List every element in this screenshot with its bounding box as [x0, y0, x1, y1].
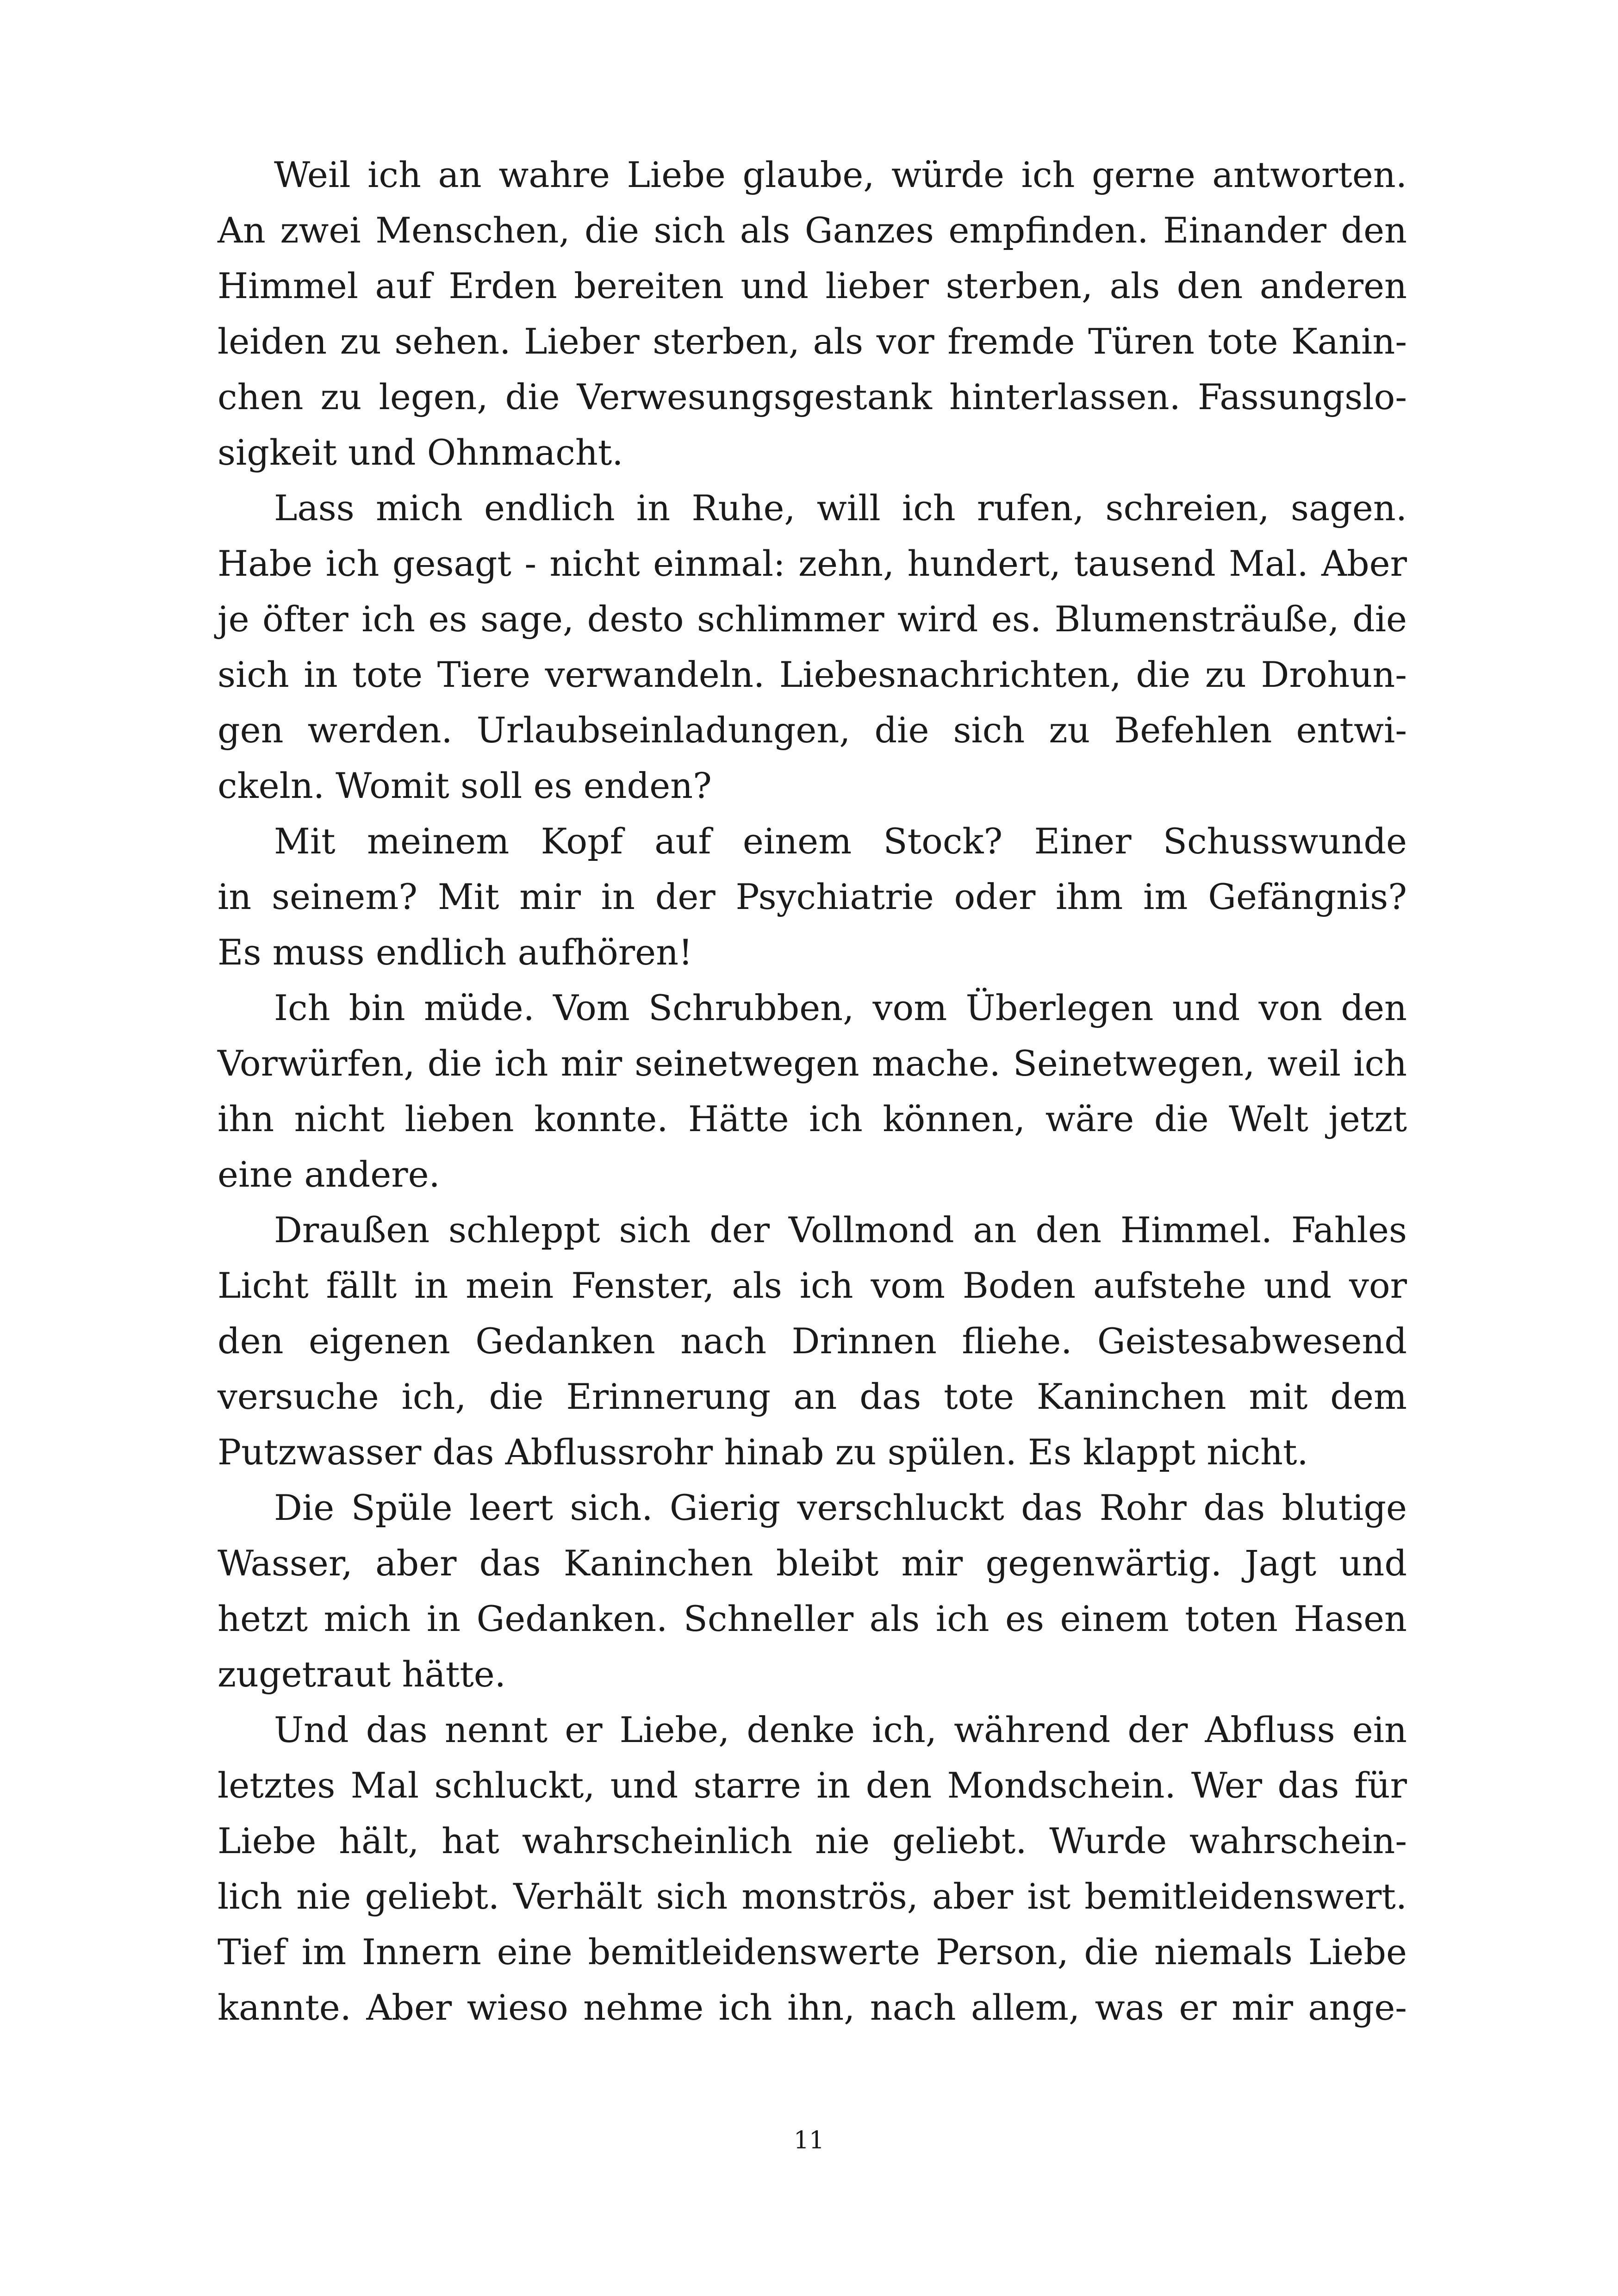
- text-line: in seinem? Mit mir in der Psychiatrie oder ihm im Gefängnis?: [218, 876, 1407, 917]
- text-line: lich nie geliebt. Verhält sich monströs, aber ist bemitleidenswert.: [218, 1876, 1407, 1917]
- paragraph: [218, 980, 1407, 1202]
- text-line: Licht fällt in mein Fenster, als ich vom Boden aufstehe und vor: [218, 1265, 1407, 1306]
- text-line: je öfter ich es sage, desto schlimmer wird es. Blumensträuße, die: [218, 598, 1407, 640]
- text-line: ckeln. Womit soll es enden?: [218, 765, 712, 806]
- text-line: Weil ich an wahre Liebe glaube, würde ich gerne antworten.: [274, 154, 1407, 195]
- page-number: 11: [793, 2127, 825, 2154]
- text-line: chen zu legen, die Verwesungsgestank hinterlassen. Fassungslo-: [218, 376, 1407, 417]
- text-line: den eigenen Gedanken nach Drinnen fliehe. Geistesabwesend: [218, 1320, 1407, 1362]
- paragraph: [218, 147, 1407, 480]
- text-line: Putzwasser das Abflussrohr hinab zu spülen. Es klappt nicht.: [218, 1431, 1308, 1473]
- text-line: sich in tote Tiere verwandeln. Liebesnachrichten, die zu Drohun-: [218, 654, 1407, 695]
- paragraph: [218, 1202, 1407, 1480]
- text-line: Es muss endlich aufhören!: [218, 932, 693, 973]
- text-line: Und das nennt er Liebe, denke ich, während der Abfluss ein: [274, 1709, 1407, 1750]
- text-line: Vorwürfen, die ich mir seinetwegen mache. Seinetwegen, weil ich: [218, 1043, 1407, 1084]
- text-line: zugetraut hätte.: [218, 1654, 506, 1695]
- paragraph: [218, 480, 1407, 814]
- text-line: Habe ich gesagt - nicht einmal: zehn, hundert, tausend Mal. Aber: [218, 543, 1407, 584]
- text-line: ihn nicht lieben konnte. Hätte ich können, wäre die Welt jetzt: [218, 1098, 1407, 1139]
- text-line: versuche ich, die Erinnerung an das tote Kaninchen mit dem: [218, 1376, 1407, 1417]
- body-text: [218, 147, 1407, 2035]
- paragraph: [218, 1702, 1407, 2035]
- text-line: hetzt mich in Gedanken. Schneller als ich es einem toten Hasen: [218, 1598, 1407, 1639]
- text-line: Ich bin müde. Vom Schrubben, vom Überlegen und von den: [274, 987, 1407, 1028]
- paragraph: [218, 814, 1407, 980]
- text-line: Die Spüle leert sich. Gierig verschluckt das Rohr das blutige: [274, 1487, 1407, 1528]
- text-line: letztes Mal schluckt, und starre in den Mondschein. Wer das für: [218, 1765, 1407, 1806]
- text-line: sigkeit und Ohnmacht.: [218, 432, 623, 473]
- text-line: Wasser, aber das Kaninchen bleibt mir gegenwärtig. Jagt und: [218, 1543, 1407, 1584]
- text-line: gen werden. Urlaubseinladungen, die sich zu Befehlen entwi-: [218, 709, 1407, 751]
- text-line: kannte. Aber wieso nehme ich ihn, nach allem, was er mir ange-: [218, 1987, 1407, 2028]
- paragraph: [218, 1480, 1407, 1702]
- text-line: An zwei Menschen, die sich als Ganzes empfinden. Einander den: [218, 210, 1407, 251]
- text-line: Himmel auf Erden bereiten und lieber sterben, als den anderen: [218, 265, 1407, 306]
- text-line: Tief im Innern eine bemitleidenswerte Person, die niemals Liebe: [218, 1931, 1407, 1972]
- text-line: leiden zu sehen. Lieber sterben, als vor fremde Türen tote Kanin-: [218, 321, 1407, 362]
- text-line: Mit meinem Kopf auf einem Stock? Einer Schusswunde: [274, 821, 1407, 862]
- text-line: Draußen schleppt sich der Vollmond an den Himmel. Fahles: [274, 1209, 1407, 1251]
- text-line: eine andere.: [218, 1154, 440, 1195]
- text-line: Liebe hält, hat wahrscheinlich nie geliebt. Wurde wahrschein-: [218, 1820, 1407, 1861]
- text-line: Lass mich endlich in Ruhe, will ich rufen, schreien, sagen.: [274, 487, 1407, 529]
